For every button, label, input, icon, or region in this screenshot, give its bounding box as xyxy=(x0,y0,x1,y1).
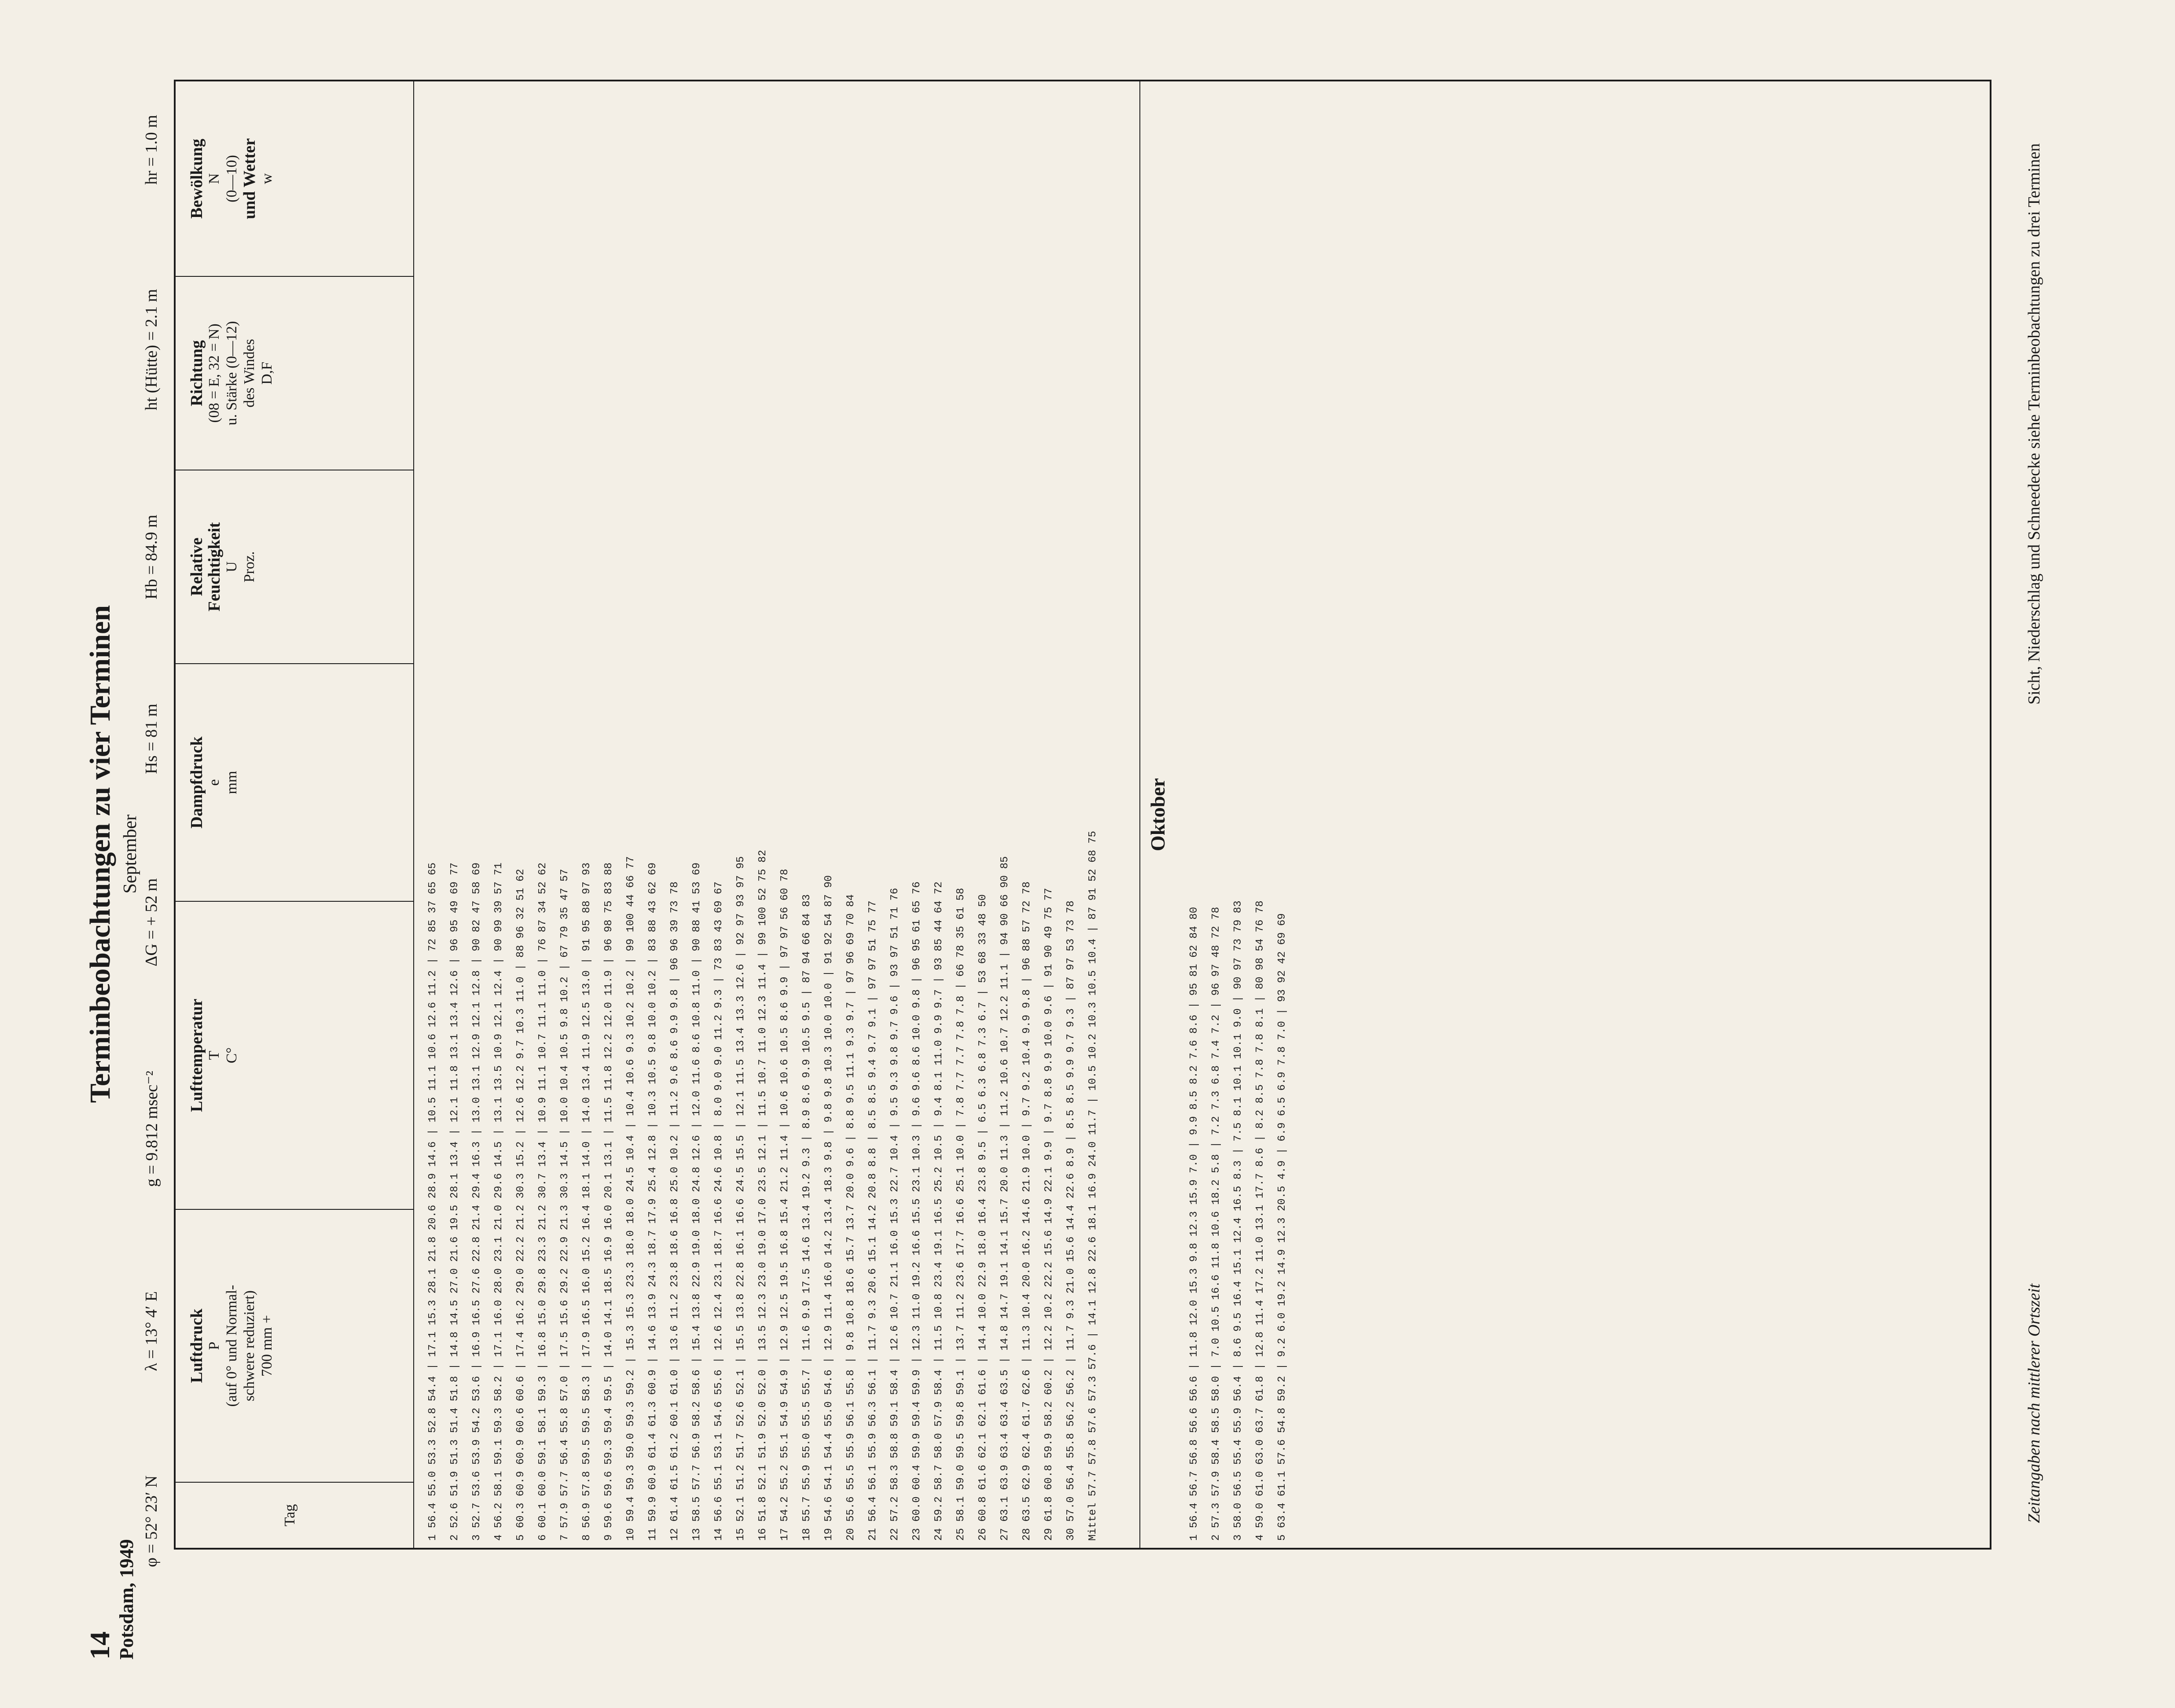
col-lufttemperatur: Lufttemperatur T C° xyxy=(176,901,413,1209)
month-label-oktober: Oktober xyxy=(1146,778,1169,852)
table-row: 12 61.4 61.5 61.2 60.1 61.0 | 13.6 11.2 23.8 18.6 16.8 25.0 10.2 | 11.2 9.6 8.6 9.9 9.8 | 96 96 39 73 78 xyxy=(669,882,681,1541)
table-row: 19 54.6 54.1 54.4 55.0 54.6 | 12.9 11.4 16.0 14.2 13.4 18.3 9.8 | 9.8 9.8 10.3 10.0 10.0 | 91 92 54 87 90 xyxy=(823,875,835,1541)
footnote-reference: Sicht, Niederschlag und Schneedecke siehe Terminbeobachtungen zu drei Terminen xyxy=(2025,143,2043,705)
geo-hs: Hs = 81 m xyxy=(142,703,161,774)
geo-delta-g: ΔG = + 52 m xyxy=(142,878,161,967)
table-row: 29 61.8 60.8 59.9 58.2 60.2 | 12.2 10.2 22.2 15.6 14.9 22.1 9.9 | 9.7 8.8 9.9 10.0 9.6 | 91 90 49 75 77 xyxy=(1043,888,1055,1541)
table-row: 30 57.0 56.4 55.8 56.2 56.2 | 11.7 9.3 21.0 15.6 14.4 22.6 8.9 | 8.5 8.5 9.9 9.7 9.3 | 87 97 53 73 78 xyxy=(1065,900,1077,1541)
month-label-september: September xyxy=(120,814,140,894)
table-row: 2 57.3 57.9 58.4 58.5 58.0 | 7.0 10.5 16.6 11.8 10.6 18.2 5.8 | 7.2 7.3 6.8 7.4 7.2 | 96 97 48 72 78 xyxy=(1210,907,1222,1541)
table-row: 11 59.9 60.9 61.4 61.3 60.9 | 14.6 13.9 24.3 18.7 17.9 25.4 12.8 | 10.3 10.5 9.8 10.0 10.2 | 83 88 43 62 69 xyxy=(647,862,659,1541)
table-row: 16 51.8 52.1 51.9 52.0 52.0 | 13.5 12.3 23.0 19.0 17.0 23.5 12.1 | 11.5 10.7 11.0 12.3 11.4 | 99 100 52 75 82 xyxy=(757,850,769,1541)
table-row: 21 56.4 56.1 55.9 56.3 56.1 | 11.7 9.3 20.6 15.1 14.2 20.8 8.8 | 8.5 8.5 9.4 9.7 9.1 | 97 97 51 75 77 xyxy=(867,900,879,1541)
observation-table xyxy=(174,80,1991,1550)
table-row: 17 54.2 55.2 55.1 54.9 54.9 | 12.9 12.5 19.5 16.8 15.4 21.2 11.4 | 10.6 10.6 10.5 8.6 9.9 | 97 97 56 60 78 xyxy=(779,869,791,1541)
station-constants xyxy=(142,115,162,1567)
page-title: Terminbeobachtungen zu vier Terminen xyxy=(84,605,116,1103)
table-row: 23 60.0 60.4 59.9 59.4 59.9 | 12.3 11.0 19.2 16.6 15.5 23.1 10.3 | 9.6 9.6 8.6 10.0 9.8 | 96 95 61 65 76 xyxy=(911,882,923,1541)
table-row: 13 58.5 57.7 56.9 58.2 58.6 | 15.4 13.8 22.9 19.0 18.0 24.8 12.6 | 12.0 11.6 8.6 10.8 11.0 | 90 88 41 53 69 xyxy=(691,862,703,1541)
geo-hb: Hb = 84.9 m xyxy=(142,514,161,599)
geo-ht: ht (Hütte) = 2.1 m xyxy=(142,289,161,411)
table-row: 25 58.1 59.0 59.5 59.8 59.1 | 13.7 11.2 23.6 17.7 16.6 25.1 10.0 | 7.8 7.7 7.7 7.8 7.8 | 66 78 35 61 58 xyxy=(955,888,967,1541)
table-row: 5 63.4 61.1 57.6 54.8 59.2 | 9.2 6.0 19.2 14.9 12.3 20.5 4.9 | 6.9 6.5 6.9 7.8 7.0 | 93 92 42 69 69 xyxy=(1276,913,1288,1541)
table-row: 9 59.6 59.6 59.3 59.4 59.5 | 14.0 14.1 18.5 16.9 16.0 20.1 13.1 | 11.5 11.8 12.2 12.0 11.9 | 96 98 75 83 88 xyxy=(603,862,615,1541)
col-bewoelkung: Bewölkung N (0—10) und Wetter w xyxy=(187,138,275,220)
geo-gravity: g = 9.812 msec⁻² xyxy=(143,1071,161,1187)
col-tag: Tag xyxy=(176,1482,413,1548)
table-row: 1 56.4 55.0 53.3 52.8 54.4 | 17.1 15.3 28.1 21.8 20.6 28.9 14.6 | 10.5 11.1 10.6 12.6 11.2 | 72 85 37 65 65 xyxy=(427,862,439,1541)
geo-hr: hr = 1.0 m xyxy=(142,115,161,185)
table-row: 27 63.1 63.9 63.4 63.4 63.5 | 14.8 14.7 19.1 14.1 15.7 20.0 11.3 | 11.2 10.6 10.7 12.2 11.1 | 94 90 66 90 85 xyxy=(999,856,1011,1541)
table-row: 5 60.3 60.9 60.9 60.6 60.6 | 17.4 16.2 29.0 22.2 21.2 30.3 15.2 | 12.6 12.2 9.7 10.3 11.0 | 88 96 32 51 62 xyxy=(515,869,527,1541)
oktober-rows xyxy=(1183,81,1293,1548)
table-row: 3 52.7 53.6 53.9 54.2 53.6 | 16.9 16.5 27.6 22.8 21.4 29.4 16.3 | 13.0 13.1 12.9 12.1 12.8 | 90 82 47 58 69 xyxy=(471,862,483,1541)
table-row: Mittel 57.7 57.8 57.6 57.3 57.6 | 14.1 12.8 22.6 18.1 16.9 24.0 11.7 | 10.5 10.2 10.3 10.5 10.4 | 87 91 52 68 75 xyxy=(1087,830,1099,1541)
table-row: 22 57.2 58.3 58.8 59.1 58.4 | 12.6 10.7 21.1 16.0 15.3 22.7 10.4 | 9.5 9.3 9.8 9.7 9.6 | 93 97 51 71 76 xyxy=(889,888,901,1541)
col-feuchtigkeit: Relative Feuchtigkeit U Proz. xyxy=(176,470,413,663)
september-rows xyxy=(422,81,1104,1548)
table-row: 14 56.6 55.1 53.1 54.6 55.6 | 12.6 12.4 23.1 18.7 16.6 24.6 10.8 | 8.0 9.0 9.0 11.2 9.3 | 73 83 43 69 67 xyxy=(713,882,725,1541)
col-luftdruck: Luftdruck P (auf 0° und Normal- schwere reduziert) 700 mm + xyxy=(176,1209,413,1482)
table-row: 15 52.1 51.2 51.7 52.6 52.1 | 15.5 13.8 22.8 16.1 16.6 24.5 15.5 | 12.1 11.5 13.4 13.3 12.6 | 92 97 93 97 95 xyxy=(735,856,747,1541)
table-row: 7 57.9 57.7 56.4 55.8 57.0 | 17.5 15.6 29.2 22.9 21.3 30.3 14.5 | 10.0 10.4 10.5 9.8 10.2 | 67 79 35 47 57 xyxy=(559,869,571,1541)
table-row: 28 63.5 62.9 62.4 61.7 62.6 | 11.3 10.4 20.0 16.2 14.6 21.9 10.0 | 9.7 9.2 10.4 9.9 9.8 | 96 88 57 72 78 xyxy=(1021,882,1033,1541)
table-row: 10 59.4 59.3 59.0 59.3 59.2 | 15.3 15.3 23.3 18.0 18.0 24.5 10.4 | 10.4 10.6 9.3 10.2 10.2 | 99 100 44 66 77 xyxy=(625,856,637,1541)
table-row: 24 59.2 58.7 58.0 57.9 58.4 | 11.5 10.8 23.4 19.1 16.5 25.2 10.5 | 9.4 8.1 11.0 9.9 9.7 | 93 85 44 64 72 xyxy=(933,882,945,1541)
table-row: 2 52.6 51.9 51.3 51.4 51.8 | 14.8 14.5 27.0 21.6 19.5 28.1 13.4 | 12.1 11.8 13.1 13.4 12.6 | 96 95 49 69 77 xyxy=(449,862,461,1541)
month-rule xyxy=(1139,81,1140,1548)
header-rule xyxy=(413,81,414,1548)
table-row: 8 56.9 57.8 59.5 59.5 58.3 | 17.9 16.5 16.0 15.2 16.4 18.1 14.0 | 14.0 13.4 11.9 12.5 13.0 | 91 95 88 97 93 xyxy=(581,862,593,1541)
col-dampfdruck: Dampfdruck e mm xyxy=(176,663,413,901)
table-row: 4 59.0 61.0 63.0 63.7 61.8 | 12.8 11.4 17.2 11.0 13.1 17.7 8.6 | 8.2 8.5 7.8 7.8 8.1 | 80 98 54 76 78 xyxy=(1254,900,1266,1541)
table-row: 26 60.8 61.6 62.1 62.1 61.6 | 14.4 10.0 22.9 18.0 16.4 23.8 9.5 | 6.5 6.3 6.8 7.3 6.7 | 53 68 33 48 50 xyxy=(977,894,989,1541)
geo-latitude: φ = 52° 23′ N xyxy=(142,1475,161,1567)
col-wind: Richtung (08 = E, 32 = N) u. Stärke (0—12) des Windes D,F xyxy=(176,276,413,470)
table-row: 1 56.4 56.7 56.8 56.6 56.6 | 11.8 12.0 15.3 9.8 12.3 15.9 7.0 | 9.9 8.5 8.2 7.6 8.6 | 95 81 62 84 80 xyxy=(1188,907,1200,1541)
table-row: 20 55.6 55.5 55.9 56.1 55.8 | 9.8 10.8 18.6 15.7 13.7 20.0 9.6 | 8.8 9.5 11.1 9.3 9.7 | 97 96 69 70 84 xyxy=(845,894,857,1541)
table-row: 6 60.1 60.0 59.1 58.1 59.3 | 16.8 15.0 29.8 23.3 21.2 30.7 13.4 | 10.9 11.1 10.7 11.1 11.0 | 76 87 34 52 62 xyxy=(537,862,549,1541)
footnote-time: Zeitangaben nach mittlerer Ortszeit xyxy=(2025,1283,2043,1523)
geo-longitude: λ = 13° 4′ E xyxy=(142,1291,161,1371)
table-row: 18 55.7 55.9 55.0 55.5 55.7 | 11.6 9.9 17.5 14.6 13.4 19.2 9.3 | 8.9 8.6 9.9 10.5 9.5 | 87 94 66 84 83 xyxy=(801,894,813,1541)
table-row: 4 56.2 58.1 59.1 59.3 58.2 | 17.1 16.0 28.0 23.1 21.0 29.6 14.5 | 13.1 13.5 10.9 12.1 12.4 | 90 99 39 57 71 xyxy=(493,862,505,1541)
table-row: 3 58.0 56.5 55.4 55.9 56.4 | 8.6 9.5 16.4 15.1 12.4 16.5 8.3 | 7.5 8.1 10.1 10.1 9.0 | 90 97 73 79 83 xyxy=(1232,900,1244,1541)
station-year: Potsdam, 1949 xyxy=(116,1539,137,1660)
page-number: 14 xyxy=(84,1631,115,1660)
